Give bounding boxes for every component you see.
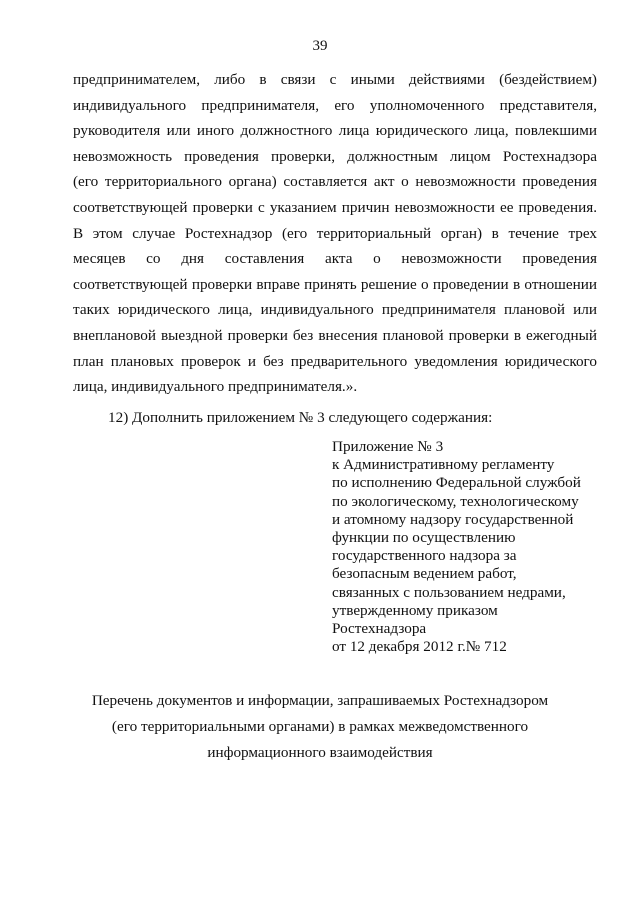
appendix-line: безопасным ведением работ, — [332, 565, 517, 583]
heading-line: информационного взаимодействия — [207, 744, 433, 761]
body-line: соответствующей проверки вправе принять решение о проведении в отношении — [73, 275, 597, 293]
appendix-line: от 12 декабря 2012 г.№ 712 — [332, 638, 507, 656]
appendix-line: связанных с пользованием недрами, — [332, 583, 566, 601]
body-line: В этом случае Ростехнадзор (его территориальный орган) в течение трех — [73, 224, 597, 242]
item-12-paragraph: 12) Дополнить приложением № 3 следующего содержания: — [108, 409, 493, 426]
body-line: лица, индивидуального предпринимателя.». — [73, 378, 358, 396]
body-line: невозможность проведения проверки, должностным лицом Ростехнадзора — [73, 147, 597, 165]
body-line: руководителя или иного должностного лица юридического лица, повлекшими — [73, 122, 597, 140]
page-number: 39 — [312, 38, 328, 54]
appendix-line: функции по осуществлению — [332, 529, 516, 547]
body-line: предпринимателем, либо в связи с иными действиями (бездействием) — [73, 71, 597, 88]
appendix-line: и атомному надзору государственной — [332, 510, 574, 528]
body-line: (его территориального органа) составляется акт о невозможности проведения — [73, 173, 597, 191]
appendix-line: по исполнению Федеральной службой — [332, 474, 581, 492]
appendix-header — [332, 438, 581, 656]
heading-line: (его территориальными органами) в рамках межведомственного — [111, 718, 529, 735]
appendix-line: государственного надзора за — [332, 547, 517, 565]
body-line: соответствующей проверки с указанием причин невозможности ее проведения. — [73, 198, 597, 216]
section-heading — [0, 688, 640, 766]
body-line: план плановых проверок и без предварительного уведомления юридического — [73, 352, 597, 370]
appendix-line: Приложение № 3 — [332, 438, 444, 455]
appendix-line: по экологическому, технологическому — [332, 492, 579, 510]
body-line: месяцев со дня составления акта о невозможности проведения — [73, 250, 597, 268]
appendix-line: к Административному регламенту — [332, 456, 555, 474]
appendix-line: утвержденному приказом — [332, 601, 498, 619]
appendix-line: Ростехнадзора — [332, 620, 427, 638]
heading-line: Перечень документов и информации, запрашиваемых Ростехнадзором — [91, 692, 549, 709]
body-line: таких юридического лица, индивидуального предпринимателя плановой или — [73, 301, 597, 319]
body-line: внеплановой выездной проверки без внесения плановой проверки в ежегодный — [73, 326, 597, 344]
body-line: индивидуального предпринимателя, его уполномоченного представителя, — [73, 96, 597, 114]
body-paragraph — [73, 67, 597, 400]
